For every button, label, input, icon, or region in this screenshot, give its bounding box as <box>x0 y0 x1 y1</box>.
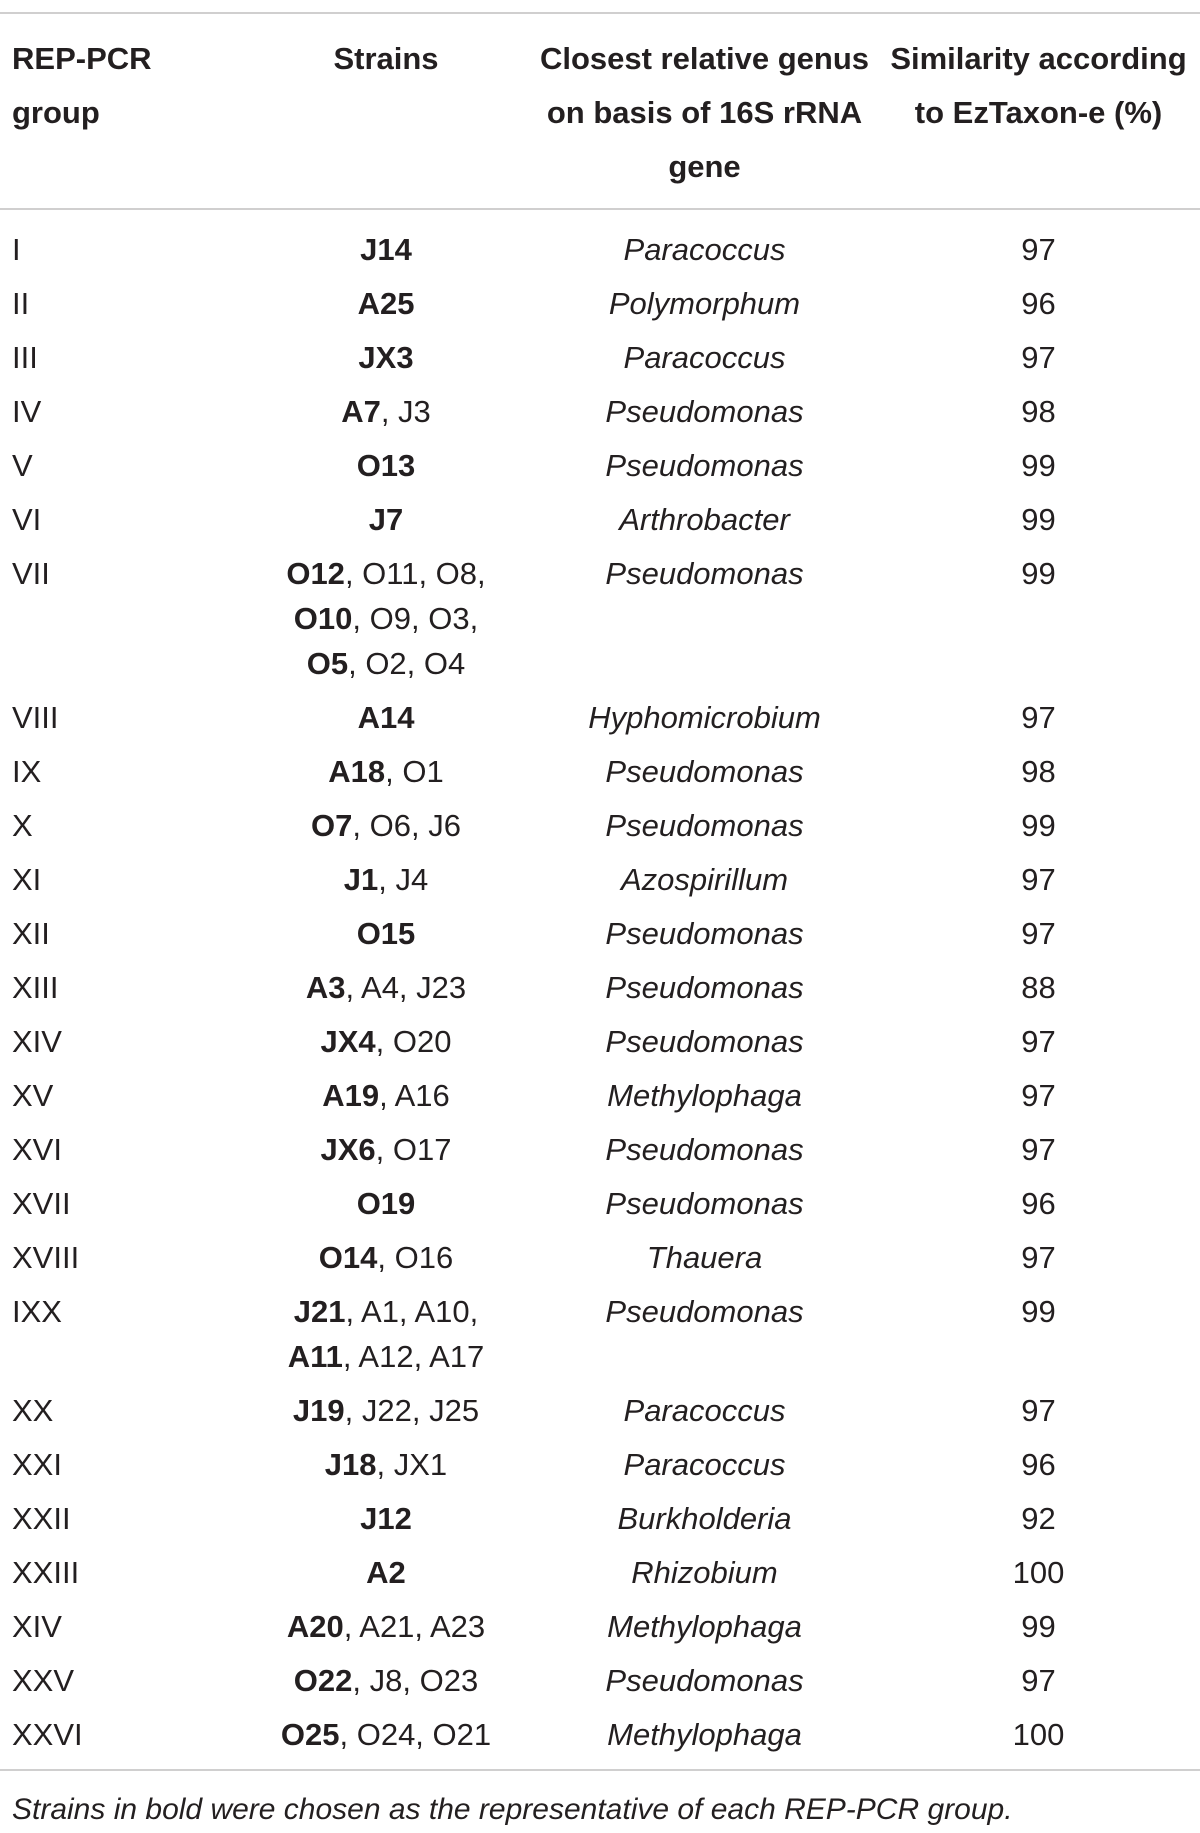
representative-strain: A11 <box>287 1339 343 1374</box>
cell-similarity: 97 <box>1021 862 1056 897</box>
strain-text: , J3 <box>380 394 431 429</box>
cell-strains <box>240 272 532 326</box>
representative-strain: O25 <box>280 1717 340 1752</box>
table-row <box>0 740 1200 794</box>
table-row <box>0 902 1200 956</box>
table-row <box>0 848 1200 902</box>
representative-strain: O19 <box>356 1186 416 1221</box>
strain-line <box>240 1712 532 1757</box>
table-row <box>0 1595 1200 1649</box>
table-row <box>0 326 1200 380</box>
cell-group: XVII <box>12 1186 71 1221</box>
header-closest-genus: Closest relative genus on basis of 16S rRNA gene <box>539 41 870 184</box>
cell-similarity: 97 <box>1021 1024 1056 1059</box>
strain-line <box>240 227 532 272</box>
cell-similarity: 100 <box>1012 1555 1065 1590</box>
cell-similarity: 99 <box>1021 1294 1056 1329</box>
table-row <box>0 1649 1200 1703</box>
representative-strain: A7 <box>341 394 381 429</box>
cell-strains <box>240 848 532 902</box>
table-row <box>0 1703 1200 1770</box>
strain-text: , JX1 <box>376 1447 448 1482</box>
header-similarity: Similarity according to EzTaxon-e (%) <box>890 41 1187 130</box>
cell-genus: Polymorphum <box>608 286 801 321</box>
cell-strains <box>240 326 532 380</box>
table-row <box>0 794 1200 848</box>
cell-group: VII <box>12 556 50 591</box>
table-row <box>0 209 1200 272</box>
strain-line <box>240 857 532 902</box>
strain-text: , J22, J25 <box>344 1393 480 1428</box>
cell-similarity: 96 <box>1021 1186 1056 1221</box>
strain-line <box>240 1388 532 1433</box>
table-row <box>0 434 1200 488</box>
cell-genus: Paracoccus <box>623 1447 786 1482</box>
cell-group: XII <box>12 916 50 951</box>
cell-strains <box>240 380 532 434</box>
cell-genus: Hyphomicrobium <box>588 700 821 735</box>
strain-text: , O17 <box>375 1132 452 1167</box>
cell-group: XXV <box>12 1663 75 1698</box>
cell-genus: Pseudomonas <box>605 394 804 429</box>
cell-genus: Paracoccus <box>623 1393 786 1428</box>
cell-similarity: 99 <box>1021 448 1056 483</box>
strain-line <box>240 1289 532 1334</box>
cell-group: XX <box>12 1393 54 1428</box>
cell-genus: Rhizobium <box>631 1555 778 1590</box>
cell-genus: Methylophaga <box>607 1078 802 1113</box>
cell-genus: Pseudomonas <box>605 754 804 789</box>
table-body <box>0 209 1200 1770</box>
table-footnote: Strains in bold were chosen as the representative of each REP-PCR group. <box>12 1793 1013 1826</box>
representative-strain: O13 <box>356 448 416 483</box>
representative-strain: J12 <box>360 1501 412 1536</box>
representative-strain: A25 <box>357 286 415 321</box>
strain-line <box>240 1073 532 1118</box>
cell-genus: Paracoccus <box>623 232 786 267</box>
cell-similarity: 96 <box>1021 286 1056 321</box>
cell-genus: Pseudomonas <box>605 556 804 591</box>
cell-genus: Pseudomonas <box>605 808 804 843</box>
cell-strains <box>240 956 532 1010</box>
cell-genus: Thauera <box>646 1240 763 1275</box>
cell-group: II <box>12 286 30 321</box>
cell-group: I <box>12 232 21 267</box>
cell-similarity: 97 <box>1021 340 1056 375</box>
cell-strains <box>240 434 532 488</box>
representative-strain: J1 <box>343 862 379 897</box>
cell-group: XXIII <box>12 1555 80 1590</box>
cell-genus: Pseudomonas <box>605 448 804 483</box>
cell-group: IXX <box>12 1294 62 1329</box>
table-row <box>0 1433 1200 1487</box>
table-row <box>0 956 1200 1010</box>
strain-line <box>240 695 532 740</box>
table-header <box>0 13 1200 209</box>
table-row <box>0 488 1200 542</box>
representative-strain: O10 <box>293 601 353 636</box>
strain-line <box>240 335 532 380</box>
cell-strains <box>240 1064 532 1118</box>
table-row <box>0 1118 1200 1172</box>
cell-strains <box>240 209 532 272</box>
cell-group: XI <box>12 862 42 897</box>
strain-line <box>240 443 532 488</box>
table-row <box>0 542 1200 686</box>
cell-group: VIII <box>12 700 59 735</box>
cell-genus: Pseudomonas <box>605 970 804 1005</box>
representative-strain: J19 <box>292 1393 345 1428</box>
representative-strain: J21 <box>293 1294 346 1329</box>
rep-pcr-table <box>0 12 1200 1771</box>
cell-strains <box>240 1379 532 1433</box>
cell-strains <box>240 1118 532 1172</box>
cell-strains <box>240 794 532 848</box>
representative-strain: A2 <box>366 1555 406 1590</box>
cell-group: XVI <box>12 1132 62 1167</box>
cell-similarity: 97 <box>1021 1132 1056 1167</box>
cell-strains <box>240 740 532 794</box>
table-row <box>0 1280 1200 1379</box>
representative-strain: O7 <box>311 808 353 843</box>
strain-text: , J4 <box>378 862 429 897</box>
representative-strain: O15 <box>356 916 416 951</box>
cell-similarity: 100 <box>1012 1717 1065 1752</box>
strain-text: , O1 <box>385 754 444 789</box>
cell-similarity: 96 <box>1021 1447 1056 1482</box>
cell-strains <box>240 1010 532 1064</box>
representative-strain: A14 <box>357 700 415 735</box>
cell-genus: Burkholderia <box>617 1501 792 1536</box>
strain-line <box>240 1181 532 1226</box>
header-strains: Strains <box>333 41 439 76</box>
strain-text: , A16 <box>379 1078 450 1113</box>
strain-line <box>240 1604 532 1649</box>
table-row <box>0 380 1200 434</box>
cell-genus: Methylophaga <box>607 1717 802 1752</box>
table-row <box>0 1064 1200 1118</box>
representative-strain: A19 <box>322 1078 380 1113</box>
table-row <box>0 272 1200 326</box>
cell-similarity: 97 <box>1021 916 1056 951</box>
cell-strains <box>240 1541 532 1595</box>
strain-text: , O20 <box>375 1024 452 1059</box>
strain-text: , O11, O8, <box>344 556 486 591</box>
representative-strain: A20 <box>286 1609 344 1644</box>
table-row <box>0 1226 1200 1280</box>
table-row <box>0 1010 1200 1064</box>
representative-strain: A18 <box>328 754 386 789</box>
strain-line <box>240 596 532 641</box>
strain-text: , A4, J23 <box>345 970 467 1005</box>
cell-group: XVIII <box>12 1240 80 1275</box>
cell-group: VI <box>12 502 42 537</box>
cell-genus: Pseudomonas <box>605 1024 804 1059</box>
table-row <box>0 1172 1200 1226</box>
strain-line <box>240 965 532 1010</box>
cell-strains <box>240 686 532 740</box>
cell-strains <box>240 1703 532 1770</box>
strain-line <box>240 1235 532 1280</box>
cell-similarity: 98 <box>1021 754 1056 789</box>
table-row <box>0 1487 1200 1541</box>
cell-strains <box>240 1487 532 1541</box>
representative-strain: O14 <box>318 1240 378 1275</box>
strain-line <box>240 551 532 596</box>
cell-genus: Pseudomonas <box>605 916 804 951</box>
representative-strain: J18 <box>324 1447 377 1482</box>
strain-text: , O24, O21 <box>339 1717 492 1752</box>
representative-strain: A3 <box>305 970 346 1005</box>
representative-strain: JX6 <box>320 1132 376 1167</box>
cell-genus: Pseudomonas <box>605 1294 804 1329</box>
cell-genus: Arthrobacter <box>619 502 790 537</box>
representative-strain: J14 <box>360 232 412 267</box>
cell-similarity: 99 <box>1021 808 1056 843</box>
cell-similarity: 97 <box>1021 1240 1056 1275</box>
strain-line <box>240 1658 532 1703</box>
cell-group: V <box>12 448 33 483</box>
cell-strains <box>240 488 532 542</box>
strain-text: , O16 <box>377 1240 454 1275</box>
strain-line <box>240 497 532 542</box>
cell-group: IV <box>12 394 42 429</box>
strain-line <box>240 1019 532 1064</box>
strain-line <box>240 749 532 794</box>
strain-line <box>240 641 532 686</box>
cell-genus: Pseudomonas <box>605 1663 804 1698</box>
header-rep-pcr-group: REP-PCR group <box>12 41 152 130</box>
cell-strains <box>240 1595 532 1649</box>
cell-group: X <box>12 808 33 843</box>
strain-text: , A12, A17 <box>342 1339 485 1374</box>
cell-similarity: 97 <box>1021 1663 1056 1698</box>
cell-strains <box>240 902 532 956</box>
strain-text: , O2, O4 <box>348 646 466 681</box>
cell-similarity: 97 <box>1021 700 1056 735</box>
strain-line <box>240 1550 532 1595</box>
cell-similarity: 97 <box>1021 232 1056 267</box>
strain-line <box>240 389 532 434</box>
cell-group: XIV <box>12 1609 62 1644</box>
cell-similarity: 99 <box>1021 556 1056 591</box>
strain-line <box>240 803 532 848</box>
cell-similarity: 97 <box>1021 1393 1056 1428</box>
cell-similarity: 97 <box>1021 1078 1056 1113</box>
cell-strains <box>240 1172 532 1226</box>
cell-strains <box>240 1226 532 1280</box>
cell-similarity: 99 <box>1021 502 1056 537</box>
cell-group: XXII <box>12 1501 71 1536</box>
cell-group: III <box>12 340 38 375</box>
representative-strain: O22 <box>293 1663 353 1698</box>
representative-strain: J7 <box>368 502 404 537</box>
table-row <box>0 1541 1200 1595</box>
cell-group: XXVI <box>12 1717 83 1752</box>
strain-text: , O6, J6 <box>352 808 461 843</box>
cell-genus: Methylophaga <box>607 1609 802 1644</box>
strain-line <box>240 281 532 326</box>
strain-text: , J8, O23 <box>352 1663 479 1698</box>
representative-strain: O5 <box>306 646 349 681</box>
strain-text: , O9, O3, <box>352 601 479 636</box>
cell-genus: Paracoccus <box>623 340 786 375</box>
cell-genus: Pseudomonas <box>605 1132 804 1167</box>
cell-similarity: 88 <box>1021 970 1056 1005</box>
strain-line <box>240 1442 532 1487</box>
cell-genus: Pseudomonas <box>605 1186 804 1221</box>
table-row <box>0 1379 1200 1433</box>
cell-group: XXI <box>12 1447 62 1482</box>
strain-text: , A21, A23 <box>343 1609 486 1644</box>
cell-group: XIII <box>12 970 59 1005</box>
representative-strain: O12 <box>286 556 345 591</box>
strain-text: , A1, A10, <box>345 1294 479 1329</box>
cell-group: XV <box>12 1078 54 1113</box>
cell-similarity: 98 <box>1021 394 1056 429</box>
strain-line <box>240 911 532 956</box>
cell-similarity: 99 <box>1021 1609 1056 1644</box>
cell-strains <box>240 542 532 686</box>
header-row <box>0 13 1200 209</box>
table-row <box>0 686 1200 740</box>
cell-similarity: 92 <box>1021 1501 1056 1536</box>
cell-genus: Azospirillum <box>620 862 789 897</box>
strain-line <box>240 1127 532 1172</box>
strain-line <box>240 1334 532 1379</box>
representative-strain: JX4 <box>320 1024 376 1059</box>
cell-group: IX <box>12 754 42 789</box>
cell-strains <box>240 1433 532 1487</box>
cell-group: XIV <box>12 1024 62 1059</box>
representative-strain: JX3 <box>358 340 414 375</box>
cell-strains <box>240 1280 532 1379</box>
cell-strains <box>240 1649 532 1703</box>
strain-line <box>240 1496 532 1541</box>
